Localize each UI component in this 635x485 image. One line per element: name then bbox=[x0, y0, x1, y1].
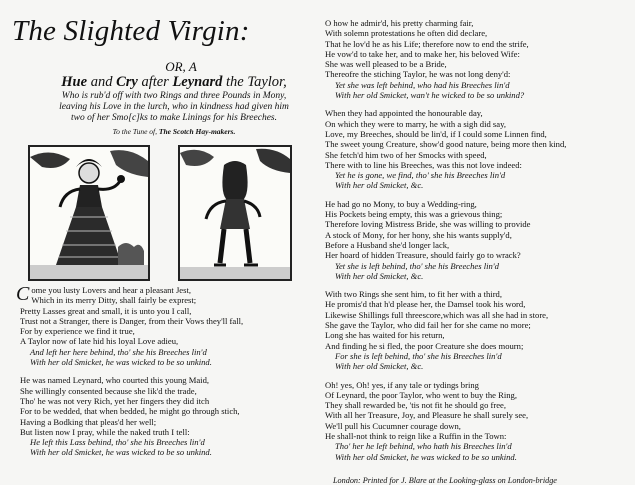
verse-line: A Taylor now of late hid his loyal Love adieu, bbox=[20, 336, 179, 347]
verse-line: For to be wedded, that when bedded, he might go through stich, bbox=[20, 406, 240, 417]
verse-line: She fetch'd him two of her Smocks with speed, bbox=[325, 149, 487, 160]
ballad-title: The Slighted Virgin: bbox=[12, 15, 250, 47]
man-figure-icon bbox=[180, 147, 290, 279]
verse-line: Before a Husband she'd longer lack, bbox=[325, 239, 450, 250]
refrain-line: With her old Smicket, &c. bbox=[335, 361, 424, 372]
verse-line: Which in its merry Ditty, shall fairly be exprest; bbox=[31, 295, 197, 306]
verse-line: With solemn protestations he often did declare, bbox=[325, 28, 488, 39]
verse-line: Thereofre the stiching Taylor, he was not long deny'd: bbox=[325, 69, 511, 80]
refrain-line: With her old Smicket, he was wicked to be so unkind. bbox=[335, 451, 517, 462]
verse-line: With all her Treasure, Joy, and Pleasure he shall surely see, bbox=[325, 410, 529, 421]
stanza bbox=[325, 289, 630, 371]
verse-line: On which they were to marry, he with a sigh did say, bbox=[325, 118, 506, 129]
description-line: leaving his Love in the lurch, who in kindness had given him bbox=[59, 102, 289, 112]
verse-line: When they had appointed the honourable day, bbox=[325, 108, 483, 119]
verse-line: She gave the Taylor, who did fail her for she came no more; bbox=[325, 320, 531, 331]
verse-line: But listen now I pray, while the naked truth I tell: bbox=[20, 426, 190, 437]
verse-line: His Pockets being empty, this was a grievous thing; bbox=[325, 209, 503, 220]
tune-line bbox=[36, 127, 312, 137]
refrain-line: For she is left behind, tho' she his Breeches lin'd bbox=[335, 350, 502, 361]
verse-line: There with to line his Breeches, was this not love indeed: bbox=[325, 159, 522, 170]
verse-line: With two Rings she sent him, to fit her with a third, bbox=[325, 289, 503, 300]
woodcuts bbox=[10, 145, 312, 285]
refrain-line: With her old Smicket, &c. bbox=[335, 180, 424, 191]
refrain-line: Tho' her he left behind, who hath his Breeches lin'd bbox=[335, 441, 512, 452]
refrain-line: He left this Lass behind, tho' she his Breeches lin'd bbox=[30, 437, 205, 448]
subtitle-word: Leynard bbox=[172, 74, 223, 90]
verse-line: Tho' he was not very Rich, yet her fingers they did itch bbox=[20, 395, 210, 406]
verse-line: He shall-not think to reign like a Ruffin in the Town: bbox=[325, 430, 507, 441]
subtitle-word: the Taylor, bbox=[226, 74, 287, 90]
description bbox=[36, 91, 312, 124]
stanza bbox=[16, 283, 312, 368]
refrain-line: Yet she was left behind, who had his Breeches lin'd bbox=[335, 79, 510, 90]
verse-line: Love, my Breeches, should be lin'd, if I could some Linnen find, bbox=[325, 128, 547, 139]
verse-line: She was well pleased to be a Bride, bbox=[325, 59, 447, 70]
refrain-line: And left her here behind, tho' she his Breeches lin'd bbox=[30, 346, 207, 357]
subtitle-word: Cry bbox=[116, 74, 138, 90]
verse-line: A stock of Mony, for her hony, she his wants supply'd, bbox=[325, 229, 512, 240]
verse-line: Pretty Lasses great and small, it is unto you I call, bbox=[20, 305, 192, 316]
refrain-line: Yet he is gone, we find, tho' she his Breeches lin'd bbox=[335, 170, 506, 181]
stanza bbox=[325, 199, 630, 281]
verse-line: Of Leynard, the poor Taylor, who went to buy the Ring, bbox=[325, 389, 517, 400]
left-column bbox=[10, 14, 312, 458]
right-column bbox=[325, 18, 630, 485]
verse-line: He vow'd to take her, and to make her, his beloved Wife: bbox=[325, 48, 520, 59]
refrain-line: With her old Smicket, &c. bbox=[335, 270, 424, 281]
or-a-line: OR, A bbox=[165, 59, 197, 74]
verse-line: He had go no Mony, to buy a Wedding-ring, bbox=[325, 198, 477, 209]
subtitle bbox=[36, 74, 312, 91]
refrain-line: With her old Smicket, he was wicked to be so unkind. bbox=[30, 447, 212, 458]
verse-line: He was named Leynard, who courted this young Maid, bbox=[20, 375, 210, 386]
description-line: Who is rub'd off with two Rings and three Pounds in Mony, bbox=[61, 91, 287, 101]
stanza bbox=[325, 18, 630, 100]
refrain-line: Yet she is left behind, tho' she his Breeches lin'd bbox=[335, 260, 499, 271]
verse-line: Likewise Shillings full threescore,which was all she had in store, bbox=[325, 309, 549, 320]
stanza bbox=[325, 380, 630, 462]
verse-line: For by experience we find it true, bbox=[20, 326, 135, 337]
verse-line: And finding he si fled, the poor Creature she does mourn; bbox=[325, 340, 524, 351]
refrain-line: With her old Smicket, wan't he wicked to be so unkind? bbox=[335, 90, 525, 101]
verse-line: Trust not a Stranger, there is Danger, from their Vows they'll fall, bbox=[20, 315, 244, 326]
description-line: two of her Smo[c]ks to make Linings for his Breeches. bbox=[71, 113, 277, 123]
woodcut-woman-image bbox=[28, 145, 150, 281]
verse-line: Therefore loving Mistress Bride, she was willing to provide bbox=[325, 219, 531, 230]
verse-line: O how he admir'd, his pretty charming fair, bbox=[325, 18, 474, 28]
tune-prefix: To the Tune of, bbox=[112, 127, 157, 136]
verse-line: Having a Bodking that pleas'd her well; bbox=[20, 416, 157, 427]
verse-line: He promis'd that h'd please her, the Damsel took his word, bbox=[325, 299, 526, 310]
stanza bbox=[325, 108, 630, 190]
drop-cap: C bbox=[16, 283, 30, 305]
verse-line: Oh! yes, Oh! yes, if any tale or tydings bring bbox=[325, 379, 479, 390]
stanza bbox=[20, 375, 312, 457]
verse-line: That he lov'd he as his Life; therefore now to end the strife, bbox=[325, 38, 529, 49]
verse-line: The sweet young Creature, show'd good nature, being more then kind, bbox=[325, 139, 567, 150]
printer-imprint: London: Printed for J. Blare at the Looking-glass on London-bridge bbox=[333, 475, 557, 485]
subtitle-word: Hue bbox=[61, 74, 88, 90]
verse-line: They shall rewarded be, 'tis not fit he should go free, bbox=[325, 400, 507, 411]
verse-line: Her hoard of hidden Treasure, should fairly go to wrack? bbox=[325, 250, 521, 261]
verse-line: She willingly consented because she lik'd the trade, bbox=[20, 385, 197, 396]
subtitle-word: after bbox=[141, 74, 169, 90]
verse-line: Come you lusty Lovers and hear a pleasant Jest, bbox=[16, 283, 191, 305]
tune-name: The Scotch Hay-makers. bbox=[158, 127, 236, 136]
verse-line: We'll pull his Cucumner courage down, bbox=[325, 420, 461, 431]
verse-line: Long she has waited for his return, bbox=[325, 330, 445, 341]
woman-figure-icon bbox=[30, 147, 148, 279]
subtitle-word: and bbox=[90, 74, 113, 90]
woodcut-man-image bbox=[178, 145, 292, 281]
refrain-line: With her old Smicket, he was wicked to be so unkind. bbox=[30, 357, 212, 368]
